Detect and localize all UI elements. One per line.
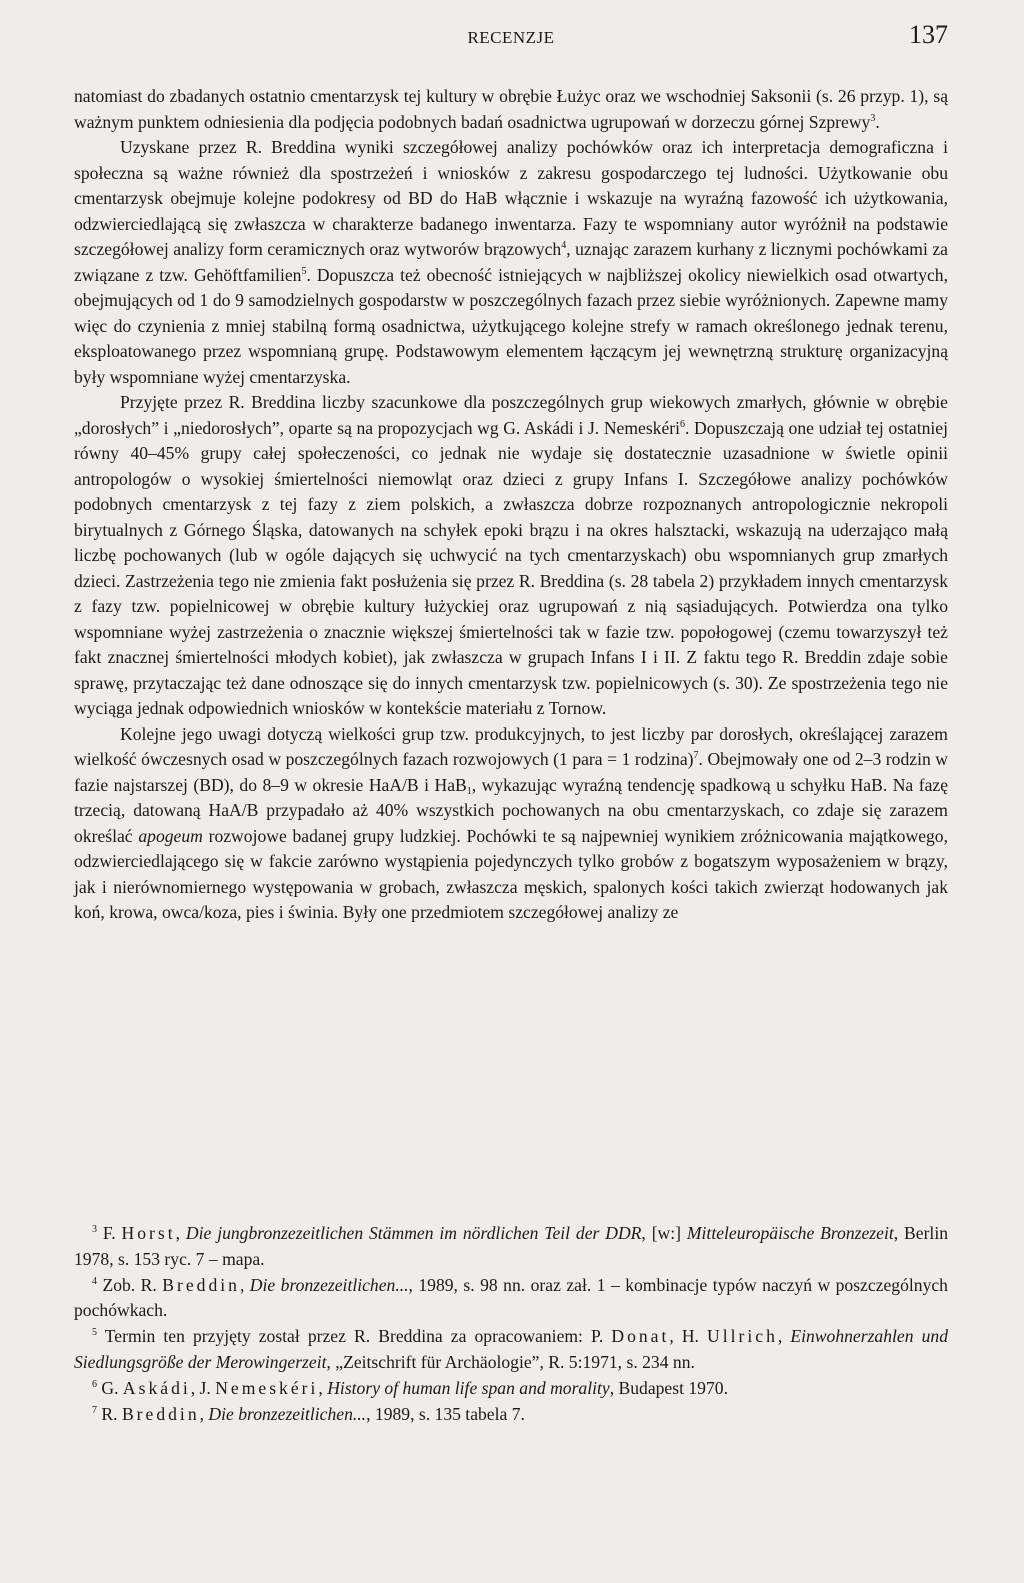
footnotes [74, 1221, 948, 1427]
running-head [74, 20, 948, 54]
footnote-text: R. Breddin, Die bronzezeitlichen..., 1989, s. 135 tabela 7. [97, 1403, 525, 1424]
paragraph: Przyjęte przez R. Breddina liczby szacunkowe dla poszczególnych grup wiekowych zmarłych, głównie w obrębie „dorosłych” i „niedorosłych”, oparte są na propozycjach wg G. Askádi i J. Nemeskéri$^6$. Dopuszczają one udział tej ostatniej równy 40–45% grupy całej społeczeności, co jednak nie wydaje się dostatecznie uzasadnione w świetle opinii antropologów o wysokiej śmiertelności niemowląt oraz dzieci z grupy Infans I. Szczegółowe analizy pochówków podobnych cmentarzysk z tej fazy z ziem polskich, a zwłaszcza dobrze rozpoznanych antropologicznie nekropoli birytualnych z Górnego Śląska, datowanych na schyłek epoki brązu i na okres halsztacki, wskazują na uderzająco małą liczbę pochowanych (lub w ogóle dających się uchwycić na tych cmentarzyskach) obu wspomnianych grup zmarłych dzieci. Zastrzeżenia tego nie zmienia fakt posłużenia się przez R. Breddina (s. 28 tabela 2) przykładem innych cmentarzysk z fazy tzw. popielnicowej w obrębie kultury łużyckiej oraz ugrupowań z nią sąsiadujących. Potwierdza ona tylko wspomniane wyżej zastrzeżenia o znacznie większej śmiertelności tak w fazie tzw. popołogowej (czemu towarzyszył też fakt znacznej śmiertelności młodych kobiet), jak zwłaszcza w grupach Infans I i II. Z faktu tego R. Breddin zdaje sobie sprawę, przytaczając też dane odnoszące się do innych cmentarzysk tzw. popielnicowych (s. 30). Ze spostrzeżenia tego nie wyciąga jednak odpowiednich wniosków w kontekście materiału z Tornow. [74, 392, 948, 718]
footnote-number: 3 [92, 1224, 97, 1235]
footnote [74, 1324, 948, 1376]
footnote-number: 6 [92, 1378, 97, 1390]
footnote-number: 4 [92, 1275, 97, 1287]
footnote [74, 1273, 948, 1325]
footnote-text: G. Askádi, J. Nemeskéri, History of human life span and morality, Budapest 1970. [97, 1377, 728, 1398]
footnote-text: F. Horst, Die jungbronzezeitlichen Stämmen im nördlichen Teil der DDR, [w:] Mitteleuropäische Bronzezeit, Berlin 1978, s. 153 ryc. 7 – mapa. [74, 1223, 948, 1269]
footnote [74, 1376, 948, 1402]
footnote [74, 1221, 948, 1273]
paragraph: Uzyskane przez R. Breddina wyniki szczegółowej analizy pochówków oraz ich interpretacja demograficzna i społeczna są ważne również dla spostrzeżeń i wniosków z zakresu gospodarczego tej ludności. Użytkowanie obu cmentarzysk obejmuje kolejne podokresy od BD do HaB włącznie i wskazuje na wyraźną fazowość ich użytkowania, odzwierciedlającą się zwłaszcza w charakterze badanego inwentarza. Fazy te wspomniany autor wyróżnił na podstawie szczegółowej analizy form ceramicznych oraz wytworów brązowych$^4$, uznając zarazem kurhany z licznymi pochówkami za związane z tzw. Gehöftfamilien$^5$. Dopuszcza też obecność istniejących w najbliższej okolicy niewielkich osad otwartych, obejmujących od 1 do 9 samodzielnych gospodarstw w poszczególnych fazach przez siebie wyróżnionych. Zapewne mamy więc do czynienia z mniej stabilną formą osadnictwa, użytkującego kolejne strefy w ramach określonego jednak terenu, eksploatowanego przez wspomnianą grupę. Podstawowym elementem łączącym jej wewnętrzną strukturę organizacyjną były wspomniane wyżej cmentarzyska. [74, 137, 949, 387]
section-title: RECENZJE [467, 28, 555, 47]
paragraph: Kolejne jego uwagi dotyczą wielkości grup tzw. produkcyjnych, to jest liczby par dorosłych, określającej zarazem wielkość ówczesnych osad w poszczególnych fazach rozwojowych (1 para = 1 rodzina)$^7$. Obejmowały one od 2–3 rodzin w fazie najstarszej (BD), do 8–9 w okresie HaA/B i HaB$_1$, wykazując wyraźną tendencję spadkową u schyłku HaB. Na fazę trzecią, datowaną HaA/B przypadało aż 40% wszystkich pochowanych na obu cmentarzyskach, co zdaje się zarazem określać apogeum rozwojowe badanej grupy ludzkiej. Pochówki te są najpewniej wynikiem zróżnicowania majątkowego, odzwierciedlającego się w fakcie zarówno wystąpienia pojedynczych tylko grobów z bogatszym wyposażeniem w brązy, jak i nierównomiernego występowania w grobach, zwłaszcza męskich, spalonych kości takich zwierząt hodowanych jak koń, krowa, owca/koza, pies i świnia. Były one przedmiotem szczegółowej analizy ze [74, 723, 949, 922]
footnote-number: 5 [92, 1327, 97, 1339]
footnote [74, 1402, 948, 1428]
body-text [74, 84, 948, 926]
footnote-number: 7 [92, 1404, 97, 1416]
paragraph: natomiast do zbadanych ostatnio cmentarzysk tej kultury w obrębie Łużyc oraz we wschodniej Saksonii (s. 26 przyp. 1), są ważnym punktem odniesienia dla podjęcia podobnych badań osadnictwa ugrupowań w dorzeczu górnej Szprewy$^3$. [74, 86, 948, 132]
footnote-text: Zob. R. Breddin, Die bronzezeitlichen..., 1989, s. 98 nn. oraz zał. 1 – kombinacje typów naczyń w poszczególnych pochówkach. [74, 1274, 948, 1321]
page-number: 137 [909, 20, 948, 49]
footnote-text: Termin ten przyjęty został przez R. Breddina za opracowaniem: P. Donat, H. Ullrich, Einwohnerzahlen und Siedlungsgröße der Merowingerzeit, „Zeitschrift für Archäologie”, R. 5:1971, s. 234 nn. [74, 1326, 948, 1372]
